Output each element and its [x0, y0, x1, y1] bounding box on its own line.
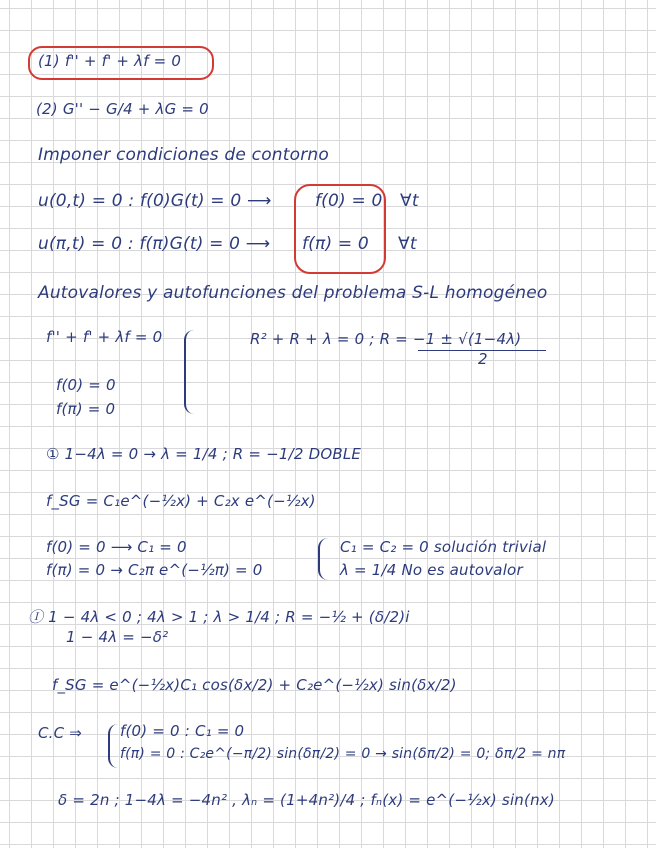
case-1-result-1: C₁ = C₂ = 0 solución trivial — [340, 538, 547, 556]
case-1-result-2: λ = 1/4 No es autovalor — [340, 561, 523, 579]
bc1-result: f(0) = 0 — [315, 191, 383, 211]
eigen-result: δ = 2n ; 1−4λ = −4n² , λₙ = (1+4n²)/4 ; fₙ(x) = e^(−½x) sin(nx) — [58, 791, 555, 809]
case-1-brace — [318, 538, 330, 580]
sl-bc-1: f(0) = 0 — [56, 376, 116, 394]
cc-label: C.C ⇒ — [38, 724, 83, 742]
bc1-forall: ∀t — [400, 191, 419, 211]
bc2-result: f(π) = 0 — [302, 234, 369, 254]
sl-ode: f'' + f' + λf = 0 — [46, 328, 163, 346]
highlight-box-bc — [294, 184, 386, 274]
equation-2: (2) G'' − G/4 + λG = 0 — [36, 100, 209, 118]
characteristic-equation: R² + R + λ = 0 ; R = −1 ± √(1−4λ) — [250, 330, 522, 348]
boundary-condition-2: u(π,t) = 0 : f(π)G(t) = 0 ⟶ — [38, 234, 271, 254]
case-1-bc-1: f(0) = 0 ⟶ C₁ = 0 — [46, 538, 187, 556]
cc-condition-2: f(π) = 0 : C₂e^(−π/2) sin(δπ/2) = 0 → sin(δπ/2) = 0; δπ/2 = nπ — [120, 746, 566, 762]
bc2-forall: ∀t — [398, 234, 417, 254]
cc-condition-1: f(0) = 0 : C₁ = 0 — [120, 722, 245, 740]
boundary-condition-1: u(0,t) = 0 : f(0)G(t) = 0 ⟶ — [38, 191, 272, 211]
case-1-bc-2: f(π) = 0 → C₂π e^(−½π) = 0 — [46, 561, 263, 579]
system-brace — [184, 330, 196, 414]
case-1-general-solution: f_SG = C₁e^(−½x) + C₂x e^(−½x) — [46, 492, 316, 510]
case-2-substitution: 1 − 4λ = −δ² — [66, 628, 169, 646]
characteristic-denominator: 2 — [478, 350, 488, 368]
section-heading: Autovalores y autofunciones del problema S-L homogéneo — [38, 283, 548, 303]
case-2-general-solution: f_SG = e^(−½x)C₁ cos(δx/2) + C₂e^(−½x) sin(δx/2) — [52, 676, 457, 694]
equation-1: (1) f'' + f' + λf = 0 — [38, 52, 182, 70]
cc-brace — [108, 724, 120, 768]
case-1-header: ① 1−4λ = 0 → λ = 1/4 ; R = −1/2 DOBLE — [46, 445, 362, 463]
sl-bc-2: f(π) = 0 — [56, 400, 116, 418]
impose-conditions-text: Imponer condiciones de contorno — [38, 145, 329, 165]
case-2-header: Ⓘ 1 − 4λ < 0 ; 4λ > 1 ; λ > 1/4 ; R = −½ + (δ/2)i — [28, 608, 410, 626]
